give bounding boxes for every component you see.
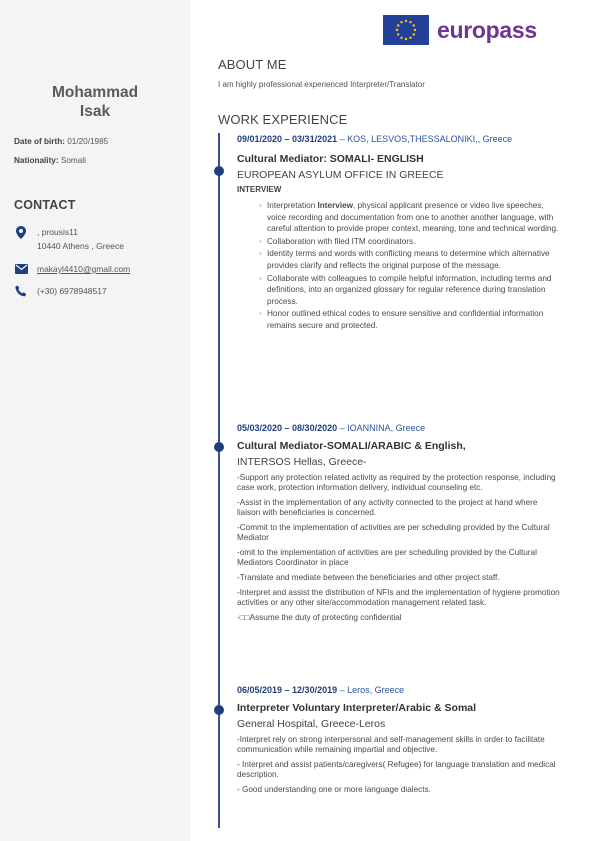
job-description (237, 735, 562, 795)
bullet-text: Collaborate with colleagues to compile helpful information, including terms and definitions, into an organized glossary for regular reference during translation process. (267, 273, 552, 306)
eu-flag-icon (383, 15, 429, 45)
person-name (0, 83, 190, 121)
address-text (37, 225, 124, 253)
job-employer: INTERSOS Hellas, Greece- (237, 456, 367, 468)
logo-text: europass (437, 16, 537, 43)
list-item (259, 200, 562, 235)
job-entry (237, 685, 562, 800)
job-bullets (237, 200, 562, 332)
job-employer: General Hospital, Greece-Leros (237, 718, 386, 730)
contact-email[interactable] (14, 262, 130, 276)
about-text: I am highly professional experienced Interpreter/Translator (218, 80, 425, 89)
nationality (14, 156, 86, 165)
list-item (259, 248, 562, 271)
contact-title: CONTACT (14, 198, 76, 212)
job-date-range: 05/03/2020 – 08/30/2020 (237, 423, 338, 433)
job-paragraph: -omit to the implementation of activities are per scheduling provided by the Cultural Mediators Coordinator in place (237, 548, 537, 567)
list-item (259, 308, 562, 331)
job-subheading: INTERVIEW (237, 185, 282, 194)
nationality-label: Nationality: (14, 156, 59, 165)
timeline-dot (214, 705, 224, 715)
timeline-dot (214, 166, 224, 176)
email-link[interactable]: makayl4410@gmail.com (37, 264, 131, 274)
job-description (237, 473, 562, 623)
job-role: Cultural Mediator-SOMALI/ARABIC & English, (237, 440, 466, 452)
bullet-text: Honor outlined ethical codes to ensure sensitive and confidential information remains secure and protected. (267, 309, 544, 330)
dob-label: Date of birth: (14, 137, 65, 146)
job-location: – KOS, LESVOS,THESSALONIKI,, Greece (337, 134, 513, 144)
bullet-text: Identity terms and words with conflicting means to determine which alternative provides clarify and reflects the original purpose of the message. (267, 249, 550, 270)
job-paragraph: -Commit to the implementation of activities are per scheduling provided by the Cultural Mediator (237, 523, 550, 542)
timeline-line (218, 133, 220, 828)
bullet-text: , physical applicant presence or video live speeches, voice recording and documentation from one to another another language, with careful attention to provide proper context, meaning, tone and technical wording. (267, 201, 559, 234)
job-date (237, 423, 562, 434)
list-item (259, 273, 562, 308)
job-date (237, 134, 562, 145)
last-name: Isak (79, 103, 111, 120)
sidebar (0, 0, 190, 841)
envelope-icon (14, 262, 28, 276)
bullet-text: Interpretation (267, 201, 318, 210)
phone-number: (+30) 6978948517 (37, 286, 107, 296)
date-of-birth (14, 137, 108, 146)
dob-value: 01/20/1985 (67, 137, 109, 146)
job-employer: EUROPEAN ASYLUM OFFICE IN GREECE (237, 169, 444, 181)
list-item (259, 236, 562, 248)
job-role: Interpreter Voluntary Interpreter/Arabic & Somal (237, 702, 477, 714)
work-title: WORK EXPERIENCE (218, 112, 348, 127)
job-paragraph: -□□Assume the duty of protecting confidential (237, 613, 402, 622)
job-role: Cultural Mediator: SOMALI- ENGLISH (237, 153, 424, 165)
first-name: Mohammad (51, 84, 139, 101)
job-date-range: 09/01/2020 – 03/31/2021 (237, 134, 338, 144)
phone-icon (14, 284, 28, 298)
contact-phone (14, 284, 107, 298)
job-paragraph: -Support any protection related activity as required by the protection response, including case work, protection information delivery, individual counseling etc. (237, 473, 556, 492)
job-date (237, 685, 562, 696)
job-location: – IOANNINA, Greece (337, 423, 426, 433)
job-paragraph: -Translate and mediate between the beneficiaries and other project staff. (237, 573, 500, 582)
bullet-text: Collaboration with filed ITM coordinators. (267, 236, 416, 246)
job-paragraph: - Good understanding one or more language dialects. (237, 785, 431, 794)
address-line-2: 10440 Athens , Greece (37, 241, 124, 251)
job-location: – Leros, Greece (337, 685, 405, 695)
contact-address (14, 225, 124, 253)
timeline-dot (214, 442, 224, 452)
about-title: ABOUT ME (218, 57, 287, 72)
job-paragraph: -Interpret rely on strong interpersonal and self-management skills in order to facilitate communication while remaining impartial and objective. (237, 735, 545, 754)
job-entry (237, 134, 562, 333)
address-line-1: , prousis11 (37, 227, 78, 237)
job-paragraph: -Interpret and assist the distribution of NFIs and the implementation of hygiene promotion activities or any other site/accommodation management related task. (237, 588, 560, 607)
europass-logo (383, 15, 537, 45)
job-paragraph: - Interpret and assist patients/caregivers( Refugee) for language translation and medical description. (237, 760, 556, 779)
map-pin-icon (14, 225, 28, 239)
job-entry (237, 423, 562, 628)
job-date-range: 06/05/2019 – 12/30/2019 (237, 685, 338, 695)
bullet-bold: Interview (317, 201, 354, 210)
job-paragraph: -Assist in the implementation of any activity connected to the project at hand where liaison with beneficiaries is concerned. (237, 498, 538, 517)
nationality-value: Somali (60, 156, 86, 165)
